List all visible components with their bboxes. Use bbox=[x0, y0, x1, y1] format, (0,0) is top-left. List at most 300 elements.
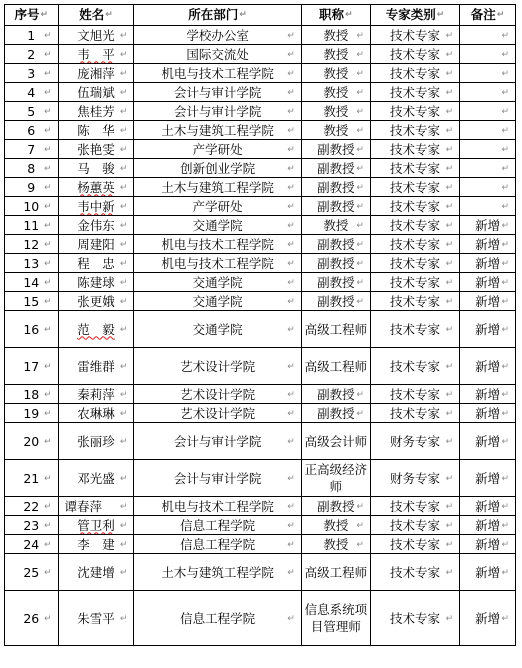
cell-expert-category bbox=[370, 102, 459, 121]
cell-title bbox=[301, 45, 370, 64]
cell-title-text: 副教授 bbox=[317, 198, 355, 214]
paragraph-mark-icon: ↵ bbox=[501, 278, 509, 288]
cell-expert-category bbox=[370, 497, 459, 516]
paragraph-mark-icon: ↵ bbox=[356, 278, 364, 288]
paragraph-mark-icon: ↵ bbox=[287, 390, 295, 400]
table-row bbox=[5, 83, 516, 102]
cell-note-text: 新增 bbox=[475, 274, 501, 290]
paragraph-mark-icon: ↵ bbox=[445, 202, 454, 212]
paragraph-mark-icon: ↵ bbox=[501, 88, 509, 98]
cell-number bbox=[5, 273, 59, 292]
paragraph-mark-icon: ↵ bbox=[501, 69, 509, 79]
cell-title bbox=[301, 273, 370, 292]
paragraph-mark-icon: ↵ bbox=[501, 202, 509, 212]
table-row bbox=[5, 45, 516, 64]
paragraph-mark-icon: ↵ bbox=[119, 502, 128, 512]
cell-note bbox=[460, 45, 516, 64]
cell-number-text: 22 bbox=[23, 498, 40, 514]
cell-name-text: 韦中新 bbox=[77, 198, 115, 214]
paragraph-mark-icon: ↵ bbox=[445, 107, 454, 117]
cell-name-text: 朱雪平 bbox=[77, 610, 115, 626]
table-row bbox=[5, 292, 516, 311]
cell-number bbox=[5, 516, 59, 535]
cell-department-text: 信息工程学院 bbox=[180, 517, 256, 533]
cell-expert-category-text: 技术专家 bbox=[390, 217, 441, 233]
cell-name bbox=[58, 516, 134, 535]
cell-expert-category bbox=[370, 554, 459, 591]
paragraph-mark-icon: ↵ bbox=[119, 50, 128, 60]
cell-note bbox=[460, 423, 516, 460]
cell-number-text: 2 bbox=[27, 46, 36, 62]
paragraph-mark-icon: ↵ bbox=[119, 31, 128, 41]
paragraph-mark-icon: ↵ bbox=[44, 202, 52, 212]
cell-expert-category bbox=[370, 516, 459, 535]
cell-department bbox=[134, 26, 301, 45]
paragraph-mark-icon: ↵ bbox=[119, 614, 128, 624]
cell-expert-category-text: 技术专家 bbox=[390, 255, 441, 271]
paragraph-mark-icon: ↵ bbox=[501, 390, 509, 400]
paragraph-mark-icon: ↵ bbox=[445, 325, 454, 335]
paragraph-mark-icon: ↵ bbox=[445, 278, 454, 288]
cell-name bbox=[58, 348, 134, 385]
cell-expert-category-text: 财务专家 bbox=[390, 433, 441, 449]
paragraph-mark-icon: ↵ bbox=[119, 362, 128, 372]
cell-expert-category-text: 技术专家 bbox=[390, 498, 441, 514]
paragraph-mark-icon: ↵ bbox=[501, 126, 509, 136]
paragraph-mark-icon: ↵ bbox=[445, 88, 454, 98]
cell-expert-category-text: 技术专家 bbox=[390, 610, 441, 626]
cell-name bbox=[58, 273, 134, 292]
cell-name bbox=[58, 102, 134, 121]
cell-number-text: 21 bbox=[23, 470, 40, 486]
cell-note bbox=[460, 197, 516, 216]
header-label: 所在部门 bbox=[188, 7, 239, 22]
cell-title bbox=[301, 64, 370, 83]
cell-name bbox=[58, 497, 134, 516]
cell-name bbox=[58, 460, 134, 497]
header-cell-rank bbox=[301, 5, 370, 26]
table-row bbox=[5, 385, 516, 404]
cell-number bbox=[5, 404, 59, 423]
cell-expert-category bbox=[370, 348, 459, 385]
cell-expert-category-text: 技术专家 bbox=[390, 386, 441, 402]
cell-title-text: 副教授 bbox=[317, 141, 355, 157]
cell-note bbox=[460, 516, 516, 535]
paragraph-mark-icon: ↵ bbox=[501, 437, 509, 447]
cell-title-text: 副教授 bbox=[317, 274, 355, 290]
paragraph-mark-icon: ↵ bbox=[287, 69, 295, 79]
paragraph-mark-icon: ↵ bbox=[119, 540, 128, 550]
cell-title bbox=[301, 216, 370, 235]
table-body bbox=[5, 26, 516, 646]
cell-department bbox=[134, 497, 301, 516]
paragraph-mark-icon: ↵ bbox=[44, 540, 52, 550]
cell-note bbox=[460, 26, 516, 45]
paragraph-mark-icon: ↵ bbox=[356, 145, 364, 155]
cell-title-text: 副教授 bbox=[317, 255, 355, 271]
paragraph-mark-icon: ↵ bbox=[501, 297, 509, 307]
paragraph-mark-icon: ↵ bbox=[287, 240, 295, 250]
cell-number bbox=[5, 460, 59, 497]
cell-department bbox=[134, 235, 301, 254]
paragraph-mark-icon: ↵ bbox=[119, 437, 128, 447]
cell-number bbox=[5, 535, 59, 554]
cell-department bbox=[134, 216, 301, 235]
cell-number bbox=[5, 178, 59, 197]
cell-department bbox=[134, 273, 301, 292]
cell-number-text: 17 bbox=[23, 358, 40, 374]
cell-number bbox=[5, 591, 59, 646]
table-row bbox=[5, 64, 516, 83]
paragraph-mark-icon: ↵ bbox=[445, 409, 454, 419]
header-label: 备注 bbox=[470, 7, 496, 22]
cell-department bbox=[134, 516, 301, 535]
cell-title bbox=[301, 26, 370, 45]
cell-note bbox=[460, 497, 516, 516]
cell-name-text: 伍瑞斌 bbox=[77, 84, 115, 100]
paragraph-mark-icon: ↵ bbox=[356, 31, 364, 41]
header-cell-no bbox=[5, 5, 59, 26]
paragraph-mark-icon: ↵ bbox=[445, 164, 454, 174]
cell-title bbox=[301, 423, 370, 460]
paragraph-mark-icon: ↵ bbox=[119, 145, 128, 155]
cell-title-text: 高级工程师 bbox=[304, 358, 368, 374]
cell-title-text: 高级工程师 bbox=[304, 564, 368, 580]
table-row bbox=[5, 216, 516, 235]
cell-note bbox=[460, 254, 516, 273]
paragraph-mark-icon: ↵ bbox=[445, 362, 454, 372]
cell-name-text: 范 毅 bbox=[77, 321, 115, 337]
cell-number-text: 15 bbox=[23, 293, 40, 309]
cell-number bbox=[5, 140, 59, 159]
cell-note bbox=[460, 83, 516, 102]
cell-title bbox=[301, 178, 370, 197]
paragraph-mark-icon: ↵ bbox=[44, 107, 52, 117]
paragraph-mark-icon: ↵ bbox=[239, 10, 247, 20]
cell-number bbox=[5, 497, 59, 516]
cell-number-text: 10 bbox=[23, 198, 40, 214]
paragraph-mark-icon: ↵ bbox=[119, 568, 128, 578]
cell-note bbox=[460, 140, 516, 159]
header-label: 专家类别 bbox=[385, 7, 436, 22]
cell-title-text: 教授 bbox=[323, 103, 349, 119]
table-row bbox=[5, 516, 516, 535]
cell-title-text: 副教授 bbox=[317, 179, 355, 195]
paragraph-mark-icon: ↵ bbox=[119, 259, 128, 269]
cell-name-text: 杨蕙英 bbox=[77, 179, 115, 195]
cell-department bbox=[134, 178, 301, 197]
paragraph-mark-icon: ↵ bbox=[445, 126, 454, 136]
cell-name bbox=[58, 216, 134, 235]
cell-department bbox=[134, 554, 301, 591]
cell-number-text: 4 bbox=[27, 84, 36, 100]
cell-note bbox=[460, 178, 516, 197]
paragraph-mark-icon: ↵ bbox=[445, 614, 454, 624]
paragraph-mark-icon: ↵ bbox=[356, 183, 364, 193]
cell-name bbox=[58, 197, 134, 216]
paragraph-mark-icon: ↵ bbox=[501, 540, 509, 550]
cell-title bbox=[301, 83, 370, 102]
cell-title-text: 高级工程师 bbox=[304, 321, 368, 337]
paragraph-mark-icon: ↵ bbox=[356, 202, 364, 212]
cell-name-text: 管卫利 bbox=[77, 517, 115, 533]
cell-number-text: 14 bbox=[23, 274, 40, 290]
cell-note bbox=[460, 385, 516, 404]
cell-expert-category bbox=[370, 159, 459, 178]
cell-number-text: 19 bbox=[23, 405, 40, 421]
paragraph-mark-icon: ↵ bbox=[287, 437, 295, 447]
cell-department bbox=[134, 140, 301, 159]
cell-name bbox=[58, 140, 134, 159]
paragraph-mark-icon: ↵ bbox=[287, 502, 295, 512]
cell-expert-category bbox=[370, 140, 459, 159]
cell-note-text: 新增 bbox=[475, 321, 501, 337]
paragraph-mark-icon: ↵ bbox=[287, 540, 295, 550]
cell-note bbox=[460, 535, 516, 554]
cell-department-text: 土木与建筑工程学院 bbox=[161, 564, 274, 580]
cell-note bbox=[460, 554, 516, 591]
paragraph-mark-icon: ↵ bbox=[501, 474, 509, 484]
paragraph-mark-icon: ↵ bbox=[445, 437, 454, 447]
cell-number-text: 3 bbox=[27, 65, 36, 81]
cell-department-text: 机电与技术工程学院 bbox=[161, 498, 274, 514]
cell-note bbox=[460, 216, 516, 235]
cell-number-text: 20 bbox=[23, 433, 40, 449]
cell-name bbox=[58, 235, 134, 254]
cell-number bbox=[5, 121, 59, 140]
paragraph-mark-icon: ↵ bbox=[119, 240, 128, 250]
cell-number bbox=[5, 197, 59, 216]
cell-name bbox=[58, 178, 134, 197]
cell-number-text: 12 bbox=[23, 236, 40, 252]
cell-department bbox=[134, 385, 301, 404]
paragraph-mark-icon: ↵ bbox=[356, 390, 364, 400]
paragraph-mark-icon: ↵ bbox=[44, 126, 52, 136]
cell-expert-category bbox=[370, 460, 459, 497]
paragraph-mark-icon: ↵ bbox=[445, 568, 454, 578]
cell-expert-category bbox=[370, 404, 459, 423]
cell-title-text: 副教授 bbox=[317, 160, 355, 176]
cell-number bbox=[5, 102, 59, 121]
paragraph-mark-icon: ↵ bbox=[445, 390, 454, 400]
cell-expert-category-text: 技术专家 bbox=[390, 84, 441, 100]
paragraph-mark-icon: ↵ bbox=[501, 221, 509, 231]
paragraph-mark-icon: ↵ bbox=[44, 278, 52, 288]
table-row bbox=[5, 197, 516, 216]
table-row bbox=[5, 254, 516, 273]
paragraph-mark-icon: ↵ bbox=[356, 502, 364, 512]
paragraph-mark-icon: ↵ bbox=[119, 474, 128, 484]
cell-name bbox=[58, 83, 134, 102]
table-row bbox=[5, 554, 516, 591]
cell-number-text: 16 bbox=[23, 321, 40, 337]
table-row bbox=[5, 159, 516, 178]
paragraph-mark-icon: ↵ bbox=[287, 297, 295, 307]
paragraph-mark-icon: ↵ bbox=[44, 362, 52, 372]
cell-title-text: 副教授 bbox=[317, 386, 355, 402]
paragraph-mark-icon: ↵ bbox=[287, 221, 295, 231]
paragraph-mark-icon: ↵ bbox=[445, 145, 454, 155]
paragraph-mark-icon: ↵ bbox=[501, 568, 509, 578]
cell-department-text: 交通学院 bbox=[192, 321, 243, 337]
paragraph-mark-icon: ↵ bbox=[445, 31, 454, 41]
cell-expert-category bbox=[370, 235, 459, 254]
cell-department bbox=[134, 64, 301, 83]
cell-name-text: 张丽珍 bbox=[77, 433, 115, 449]
paragraph-mark-icon: ↵ bbox=[287, 259, 295, 269]
cell-note bbox=[460, 235, 516, 254]
cell-title bbox=[301, 311, 370, 348]
cell-department bbox=[134, 292, 301, 311]
cell-expert-category bbox=[370, 26, 459, 45]
table-row bbox=[5, 423, 516, 460]
paragraph-mark-icon: ↵ bbox=[501, 521, 509, 531]
cell-expert-category bbox=[370, 385, 459, 404]
cell-department-text: 信息工程学院 bbox=[180, 536, 256, 552]
paragraph-mark-icon: ↵ bbox=[119, 164, 128, 174]
cell-title bbox=[301, 591, 370, 646]
paragraph-mark-icon: ↵ bbox=[445, 69, 454, 79]
cell-department-text: 艺术设计学院 bbox=[180, 405, 256, 421]
paragraph-mark-icon: ↵ bbox=[445, 221, 454, 231]
cell-note-text: 新增 bbox=[475, 517, 501, 533]
cell-title bbox=[301, 348, 370, 385]
cell-name bbox=[58, 423, 134, 460]
table-row bbox=[5, 26, 516, 45]
paragraph-mark-icon: ↵ bbox=[44, 259, 52, 269]
paragraph-mark-icon: ↵ bbox=[44, 88, 52, 98]
paragraph-mark-icon: ↵ bbox=[287, 409, 295, 419]
paragraph-mark-icon: ↵ bbox=[105, 10, 113, 20]
cell-note-text: 新增 bbox=[475, 610, 501, 626]
paragraph-mark-icon: ↵ bbox=[287, 50, 295, 60]
cell-expert-category bbox=[370, 273, 459, 292]
paragraph-mark-icon: ↵ bbox=[44, 437, 52, 447]
cell-title-text: 副教授 bbox=[317, 405, 355, 421]
paragraph-mark-icon: ↵ bbox=[501, 240, 509, 250]
paragraph-mark-icon: ↵ bbox=[119, 390, 128, 400]
paragraph-mark-icon: ↵ bbox=[44, 50, 52, 60]
cell-expert-category bbox=[370, 423, 459, 460]
cell-number-text: 9 bbox=[27, 179, 36, 195]
paragraph-mark-icon: ↵ bbox=[445, 521, 454, 531]
cell-number-text: 1 bbox=[27, 27, 36, 43]
cell-expert-category-text: 技术专家 bbox=[390, 236, 441, 252]
paragraph-mark-icon: ↵ bbox=[287, 164, 295, 174]
table-row bbox=[5, 273, 516, 292]
paragraph-mark-icon: ↵ bbox=[44, 502, 52, 512]
header-cell-category bbox=[370, 5, 459, 26]
cell-name-text: 张更娥 bbox=[77, 293, 115, 309]
cell-number bbox=[5, 423, 59, 460]
cell-note bbox=[460, 292, 516, 311]
cell-note-text: 新增 bbox=[475, 358, 501, 374]
cell-department-text: 机电与技术工程学院 bbox=[161, 255, 274, 271]
cell-note-text: 新增 bbox=[475, 536, 501, 552]
paragraph-mark-icon: ↵ bbox=[356, 240, 364, 250]
cell-number bbox=[5, 235, 59, 254]
cell-number-text: 26 bbox=[23, 610, 40, 626]
cell-title bbox=[301, 121, 370, 140]
cell-note bbox=[460, 121, 516, 140]
paragraph-mark-icon: ↵ bbox=[287, 202, 295, 212]
paragraph-mark-icon: ↵ bbox=[496, 10, 505, 20]
paragraph-mark-icon: ↵ bbox=[356, 521, 364, 531]
paragraph-mark-icon: ↵ bbox=[287, 88, 295, 98]
cell-number-text: 24 bbox=[23, 536, 40, 552]
cell-department-text: 产学研处 bbox=[192, 198, 243, 214]
cell-department-text: 艺术设计学院 bbox=[180, 358, 256, 374]
cell-number bbox=[5, 554, 59, 591]
cell-title-text: 教授 bbox=[323, 84, 349, 100]
cell-name bbox=[58, 45, 134, 64]
cell-expert-category-text: 技术专家 bbox=[390, 27, 441, 43]
paragraph-mark-icon: ↵ bbox=[501, 50, 509, 60]
cell-number-text: 25 bbox=[23, 564, 40, 580]
cell-expert-category-text: 技术专家 bbox=[390, 46, 441, 62]
cell-name bbox=[58, 591, 134, 646]
paragraph-mark-icon: ↵ bbox=[119, 409, 128, 419]
cell-title bbox=[301, 497, 370, 516]
paragraph-mark-icon: ↵ bbox=[436, 10, 445, 20]
cell-name bbox=[58, 404, 134, 423]
cell-name-text: 邓光盛 bbox=[77, 470, 115, 486]
cell-department-text: 机电与技术工程学院 bbox=[161, 65, 274, 81]
cell-expert-category bbox=[370, 311, 459, 348]
cell-number bbox=[5, 292, 59, 311]
paragraph-mark-icon: ↵ bbox=[501, 614, 509, 624]
cell-note bbox=[460, 311, 516, 348]
paragraph-mark-icon: ↵ bbox=[287, 145, 295, 155]
cell-department-text: 会计与审计学院 bbox=[173, 470, 262, 486]
cell-name bbox=[58, 121, 134, 140]
cell-name-text: 庞湘萍 bbox=[77, 65, 115, 81]
cell-title bbox=[301, 554, 370, 591]
cell-number-text: 13 bbox=[23, 255, 40, 271]
cell-department bbox=[134, 535, 301, 554]
paragraph-mark-icon: ↵ bbox=[501, 259, 509, 269]
cell-expert-category bbox=[370, 45, 459, 64]
cell-department-text: 会计与审计学院 bbox=[173, 103, 262, 119]
paragraph-mark-icon: ↵ bbox=[356, 297, 364, 307]
paragraph-mark-icon: ↵ bbox=[445, 540, 454, 550]
paragraph-mark-icon: ↵ bbox=[356, 164, 364, 174]
cell-expert-category-text: 技术专家 bbox=[390, 405, 441, 421]
cell-note-text: 新增 bbox=[475, 498, 501, 514]
cell-name-text: 李 建 bbox=[77, 536, 115, 552]
header-cell-dept bbox=[134, 5, 301, 26]
cell-number bbox=[5, 45, 59, 64]
cell-note bbox=[460, 273, 516, 292]
table-row bbox=[5, 235, 516, 254]
cell-note-text: 新增 bbox=[475, 564, 501, 580]
cell-note bbox=[460, 102, 516, 121]
paragraph-mark-icon: ↵ bbox=[44, 69, 52, 79]
cell-note bbox=[460, 460, 516, 497]
header-cell-name bbox=[58, 5, 134, 26]
cell-name-text: 金伟东 bbox=[77, 217, 115, 233]
cell-number bbox=[5, 348, 59, 385]
cell-expert-category-text: 技术专家 bbox=[390, 517, 441, 533]
paragraph-mark-icon: ↵ bbox=[287, 474, 295, 484]
paragraph-mark-icon: ↵ bbox=[287, 126, 295, 136]
cell-expert-category-text: 技术专家 bbox=[390, 274, 441, 290]
cell-name bbox=[58, 26, 134, 45]
cell-name bbox=[58, 159, 134, 178]
cell-number bbox=[5, 64, 59, 83]
cell-department bbox=[134, 45, 301, 64]
paragraph-mark-icon: ↵ bbox=[356, 409, 364, 419]
